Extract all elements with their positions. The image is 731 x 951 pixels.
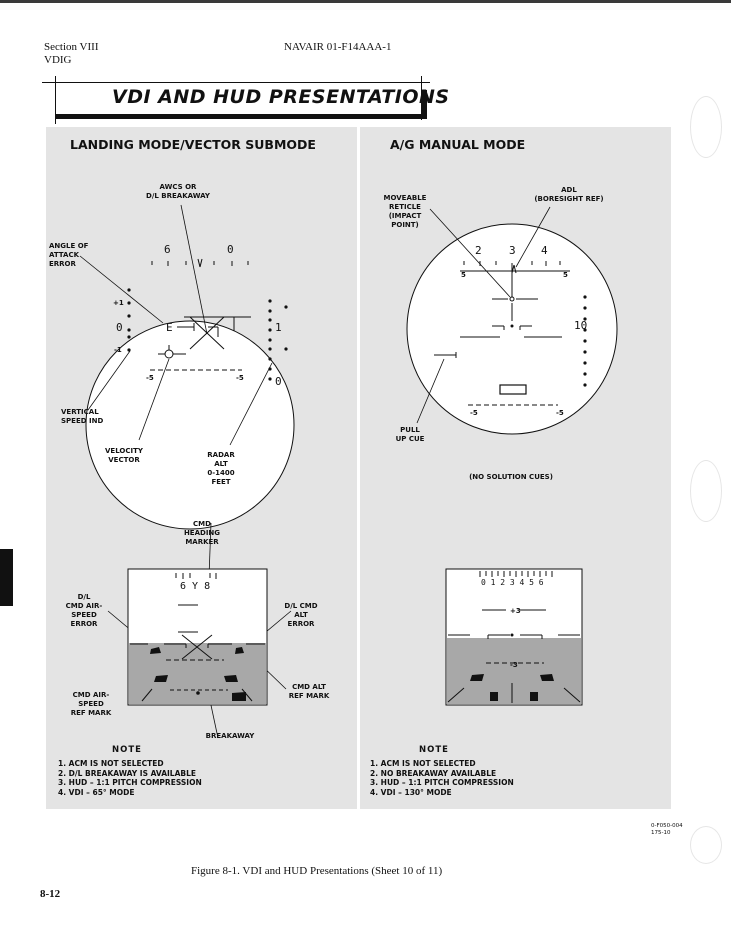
ag-heading-4: 4 xyxy=(541,244,548,257)
cmd-heading-label-1: CMD xyxy=(193,520,211,528)
reticle-label-4: POINT) xyxy=(391,221,419,229)
ag-heading-2: 2 xyxy=(475,244,482,257)
radar-label-2: ALT xyxy=(214,460,228,468)
velocity-label-2: VECTOR xyxy=(108,456,140,464)
page-number: 8-12 xyxy=(40,888,61,900)
ag-manual-panel xyxy=(360,127,671,809)
ag-heading-3: 3 xyxy=(509,244,516,257)
aoa-plus-one: +1 xyxy=(113,299,124,307)
figure-code-2: 175-10 xyxy=(651,830,671,836)
ag-hud-minus-three: -3 xyxy=(510,661,518,669)
aoa-minus-one: -1 xyxy=(114,346,122,354)
adl-label-2: (BORESIGHT REF) xyxy=(534,195,604,203)
publication-number: NAVAIR 01-F14AAA-1 xyxy=(284,41,392,53)
radar-alt-1: 1 xyxy=(275,321,282,334)
section-header xyxy=(44,41,98,67)
pullup-label-2: UP CUE xyxy=(395,435,425,443)
heading-0: 0 xyxy=(227,243,234,256)
cmd-airspeed-ref-label-1: CMD AIR- xyxy=(72,691,110,699)
dl-airspeed-label-3: SPEED xyxy=(71,611,97,619)
radar-label-3: 0-1400 xyxy=(207,469,235,477)
landing-mode-panel xyxy=(46,127,357,809)
title-bracket-bar xyxy=(56,114,427,119)
heading-tape-ticks xyxy=(152,259,248,267)
breakaway-label: BREAKAWAY xyxy=(205,732,255,740)
ag-pitch-five-right: 5 xyxy=(563,271,568,279)
landing-note-4: 4. VDI – 65° MODE xyxy=(58,787,135,797)
title-bracket-top xyxy=(42,82,430,83)
awcs-label-1: AWCS OR xyxy=(159,183,197,191)
landing-mode-diagram xyxy=(46,127,357,809)
pitch-minus-five-right: -5 xyxy=(236,374,244,382)
radar-alt-scale-dots xyxy=(268,299,287,380)
cmd-heading-label-2: HEADING xyxy=(183,529,221,537)
ag-pitch-minus-five-right: -5 xyxy=(556,409,564,417)
ag-reticle-dot xyxy=(511,325,514,328)
dl-airspeed-label-1: D/L xyxy=(77,593,91,601)
heading-6: 6 xyxy=(164,243,171,256)
no-solution-label: (NO SOLUTION CUES) xyxy=(469,473,553,481)
landing-mode-title: LANDING MODE/VECTOR SUBMODE xyxy=(70,137,316,152)
ag-hud-heading-scale: 0 1 2 3 4 5 6 xyxy=(481,578,544,587)
section-label: Section VIII xyxy=(44,41,99,53)
landing-note-title: NOTE xyxy=(112,745,142,755)
cmd-heading-label-3: MARKER xyxy=(185,538,219,546)
ag-pitch-minus-five-left: -5 xyxy=(470,409,478,417)
cmd-airspeed-ref-label-3: REF MARK xyxy=(70,709,112,717)
e-bracket-symbol: E xyxy=(166,321,173,334)
ag-hud-ground xyxy=(447,638,581,704)
radar-label-4: FEET xyxy=(211,478,231,486)
ag-hud-plus-three: +3 xyxy=(510,607,521,615)
figure-code xyxy=(651,823,701,837)
aoa-label-3: ERROR xyxy=(49,260,76,268)
ag-pitch-five-left: 5 xyxy=(461,271,466,279)
ag-manual-diagram xyxy=(360,127,671,809)
reticle-label-3: (IMPACT xyxy=(388,212,422,220)
aoa-label-2: ATTACK xyxy=(49,251,80,259)
page-title: VDI AND HUD PRESENTATIONS xyxy=(112,86,450,108)
binding-hole-shadow xyxy=(690,460,722,522)
ag-manual-title: A/G MANUAL MODE xyxy=(390,137,526,152)
ag-note-3: 3. HUD – 1:1 PITCH COMPRESSION xyxy=(370,778,514,787)
dl-alt-label-1: D/L CMD xyxy=(284,602,318,610)
hud-heading-scale: 6 Y 8 xyxy=(180,581,211,592)
radar-alt-0: 0 xyxy=(275,375,282,388)
cmd-airspeed-ref-label-2: SPEED xyxy=(78,700,104,708)
radar-label-1: RADAR xyxy=(207,451,235,459)
reticle-label-1: MOVEABLE xyxy=(383,194,427,202)
dl-airspeed-label-2: CMD AIR- xyxy=(65,602,103,610)
aoa-zero: 0 xyxy=(116,321,123,334)
landing-note-1: 1. ACM IS NOT SELECTED xyxy=(58,759,164,768)
reticle-label-2: RETICLE xyxy=(389,203,421,211)
vsi-label-2: SPEED IND xyxy=(61,417,104,425)
vsi-label-1: VERTICAL xyxy=(61,408,99,416)
dl-alt-label-2: ALT xyxy=(294,611,308,619)
top-edge-bar xyxy=(0,0,731,3)
pitch-minus-five-left: -5 xyxy=(146,374,154,382)
subsection-label: VDIG xyxy=(44,54,72,66)
cmd-alt-ref-label-2: REF MARK xyxy=(288,692,330,700)
awcs-label-2: D/L BREAKAWAY xyxy=(146,192,210,200)
adl-label-1: ADL xyxy=(561,186,577,194)
landing-note-2: 2. D/L BREAKAWAY IS AVAILABLE xyxy=(58,768,196,778)
cmd-alt-ref-label-1: CMD ALT xyxy=(292,683,326,691)
ag-note-2: 2. NO BREAKAWAY AVAILABLE xyxy=(370,768,497,778)
velocity-label-1: VELOCITY xyxy=(105,447,143,455)
binding-hole-shadow xyxy=(690,96,722,158)
ag-scale-dots xyxy=(583,295,586,386)
section-thumb-tab xyxy=(0,549,13,606)
landing-notes xyxy=(58,759,202,797)
figure-code-1: 0-F050-004 xyxy=(651,823,683,829)
ag-notes xyxy=(370,759,514,797)
aoa-label-1: ANGLE OF xyxy=(49,242,89,250)
landing-note-3: 3. HUD – 1:1 PITCH COMPRESSION xyxy=(58,778,202,787)
pullup-label-1: PULL xyxy=(400,426,420,434)
ag-note-title: NOTE xyxy=(419,745,449,755)
ag-note-1: 1. ACM IS NOT SELECTED xyxy=(370,759,476,768)
figure-caption: Figure 8-1. VDI and HUD Presentations (Sheet 10 of 11) xyxy=(191,865,443,877)
dl-alt-label-3: ERROR xyxy=(287,620,315,628)
ag-hud-reticle-dot xyxy=(511,634,514,637)
dl-airspeed-label-4: ERROR xyxy=(70,620,98,628)
ag-note-4: 4. VDI – 130° MODE xyxy=(370,787,452,797)
ag-scale-10: 10 xyxy=(574,319,588,332)
